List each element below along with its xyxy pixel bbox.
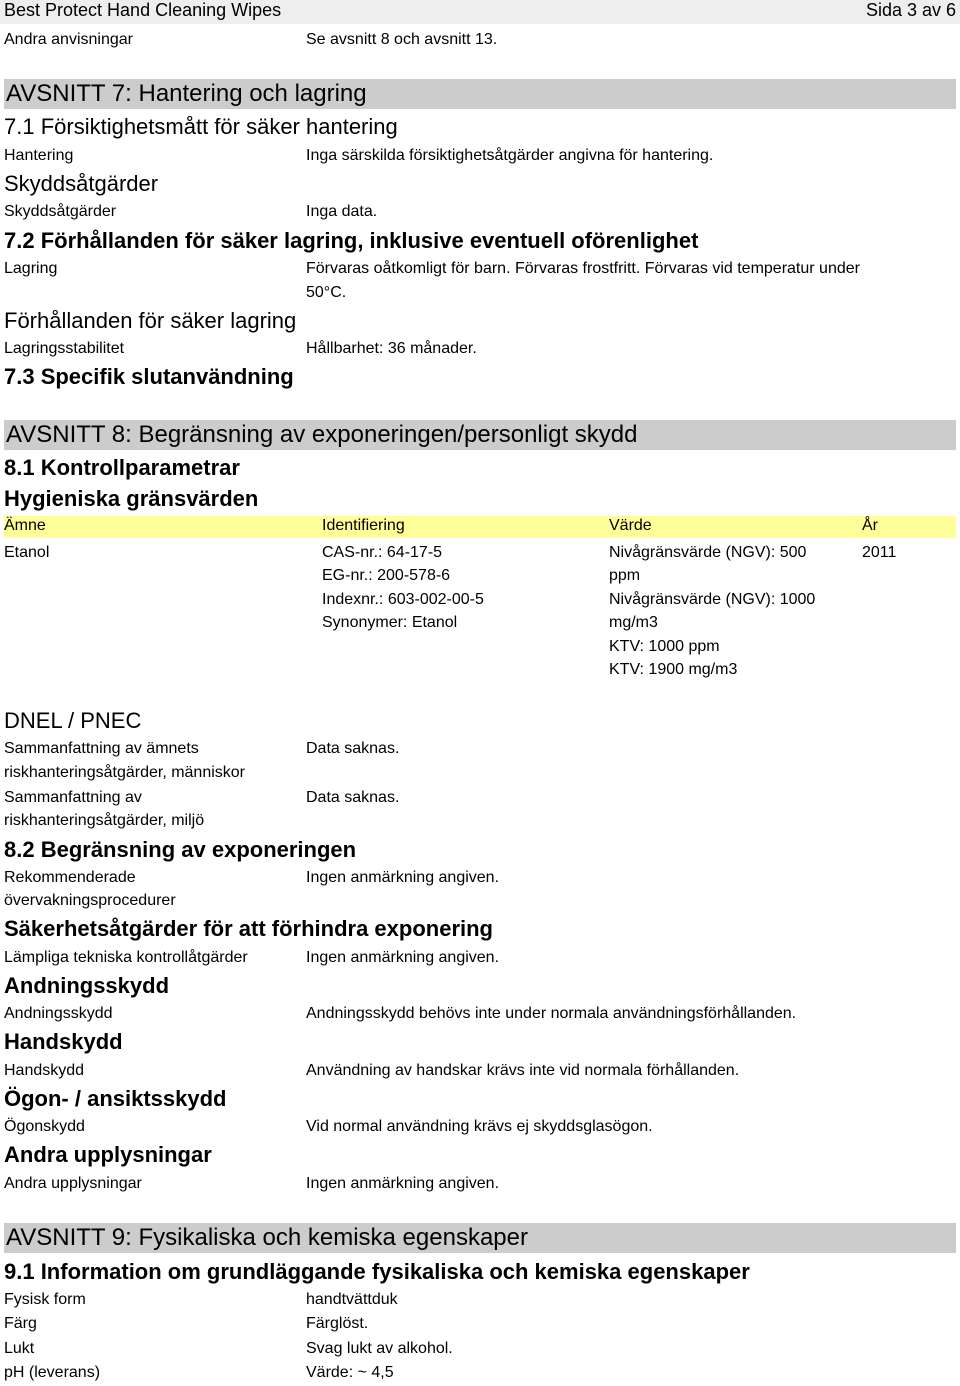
table-cell: KTV: 1000 ppm — [609, 638, 720, 655]
field-value: Inga data. — [306, 203, 378, 220]
field-value-continued: 50°C. — [306, 284, 347, 301]
field-value: Vid normal användning krävs ej skyddsglasögon. — [306, 1118, 653, 1135]
table-cell: EG-nr.: 200-578-6 — [322, 567, 451, 584]
table-cell: Etanol — [4, 544, 50, 561]
table-header-cell: Ämne — [4, 517, 46, 534]
field-value: Svag lukt av alkohol. — [306, 1340, 453, 1357]
table-cell: KTV: 1900 mg/m3 — [609, 661, 738, 678]
subsection-8-2-heading: 8.2 Begränsning av exponeringen — [4, 837, 357, 862]
field-label: Sammanfattning av — [4, 789, 142, 806]
field-value: Data saknas. — [306, 789, 400, 806]
heading-skyddsatgarder: Skyddsåtgärder — [4, 171, 159, 196]
field-value: Ingen anmärkning angiven. — [306, 949, 500, 966]
field-value: Data saknas. — [306, 740, 400, 757]
document-title: Best Protect Hand Cleaning Wipes — [4, 0, 282, 20]
field-label: Färg — [4, 1315, 37, 1332]
field-value: Se avsnitt 8 och avsnitt 13. — [306, 31, 498, 48]
field-value: Andningsskydd behövs inte under normala användningsförhållanden. — [306, 1005, 797, 1022]
field-label: Lagringsstabilitet — [4, 340, 125, 357]
table-header-row — [4, 516, 956, 538]
subsection-8-1-heading: 8.1 Kontrollparametrar — [4, 455, 240, 480]
table-cell: mg/m3 — [609, 614, 658, 631]
page-number: Sida 3 av 6 — [865, 0, 956, 20]
heading-sakerhetsatgarder: Säkerhetsåtgärder för att förhindra exponering — [4, 916, 493, 941]
heading-ogon-ansiktsskydd: Ögon- / ansiktsskydd — [4, 1086, 227, 1111]
subsection-7-1-heading: 7.1 Försiktighetsmått för säker hantering — [4, 114, 398, 139]
field-label: Hantering — [4, 147, 74, 164]
heading-dnel-pnec: DNEL / PNEC — [4, 708, 142, 733]
field-label: pH (leverans) — [4, 1364, 101, 1381]
field-label: Andningsskydd — [4, 1005, 113, 1022]
field-label: Skyddsåtgärder — [4, 203, 117, 220]
field-value: Användning av handskar krävs inte vid normala förhållanden. — [306, 1062, 740, 1079]
field-label: Lukt — [4, 1340, 35, 1357]
heading-forhallanden: Förhållanden för säker lagring — [4, 308, 297, 333]
field-value: Inga särskilda försiktighetsåtgärder angivna för hantering. — [306, 147, 714, 164]
table-cell: CAS-nr.: 64-17-5 — [322, 544, 443, 561]
field-value: Värde: ~ 4,5 — [306, 1364, 394, 1381]
section-7-title: AVSNITT 7: Hantering och lagring — [4, 79, 956, 109]
table-cell: ppm — [609, 567, 641, 584]
field-value: Färglöst. — [306, 1315, 369, 1332]
field-value: Hållbarhet: 36 månader. — [306, 340, 477, 357]
table-header-cell: År — [862, 517, 878, 534]
table-header-cell: Värde — [609, 517, 652, 534]
table-cell: Nivågränsvärde (NGV): 500 — [609, 544, 807, 561]
table-cell: Nivågränsvärde (NGV): 1000 — [609, 591, 816, 608]
heading-andra-upplysningar: Andra upplysningar — [4, 1142, 212, 1167]
field-label: Andra upplysningar — [4, 1175, 142, 1192]
field-label: Sammanfattning av ämnets — [4, 740, 199, 757]
field-label-continued: riskhanteringsåtgärder, människor — [4, 764, 246, 781]
field-value: Ingen anmärkning angiven. — [306, 1175, 500, 1192]
table-cell: Indexnr.: 603-002-00-5 — [322, 591, 484, 608]
field-value: Förvaras oåtkomligt för barn. Förvaras frostfritt. Förvaras vid temperatur under — [306, 260, 860, 277]
field-label: Lagring — [4, 260, 58, 277]
subsection-9-1-heading: 9.1 Information om grundläggande fysikaliska och kemiska egenskaper — [4, 1259, 750, 1284]
field-label: Ögonskydd — [4, 1118, 85, 1135]
field-label: Rekommenderade — [4, 869, 136, 886]
heading-handskydd: Handskydd — [4, 1029, 123, 1054]
subsection-7-3-heading: 7.3 Specifik slutanvändning — [4, 364, 294, 389]
field-value: Ingen anmärkning angiven. — [306, 869, 500, 886]
field-label: Lämpliga tekniska kontrollåtgärder — [4, 949, 248, 966]
field-label-continued: riskhanteringsåtgärder, miljö — [4, 812, 205, 829]
field-label: Handskydd — [4, 1062, 85, 1079]
field-label: Andra anvisningar — [4, 31, 133, 48]
field-label: Fysisk form — [4, 1291, 86, 1308]
subsection-7-2-heading: 7.2 Förhållanden för säker lagring, inklusive eventuell oförenlighet — [4, 228, 699, 253]
section-9-title: AVSNITT 9: Fysikaliska och kemiska egenskaper — [4, 1223, 956, 1253]
table-cell: 2011 — [862, 544, 897, 561]
heading-andningsskydd: Andningsskydd — [4, 973, 170, 998]
heading-hygieniska-gransvarden: Hygieniska gränsvärden — [4, 486, 259, 511]
table-header-cell: Identifiering — [322, 517, 405, 534]
field-value: handtvättduk — [306, 1291, 398, 1308]
table-cell: Synonymer: Etanol — [322, 614, 458, 631]
field-label-continued: övervakningsprocedurer — [4, 892, 176, 909]
section-8-title: AVSNITT 8: Begränsning av exponeringen/personligt skydd — [4, 420, 956, 450]
